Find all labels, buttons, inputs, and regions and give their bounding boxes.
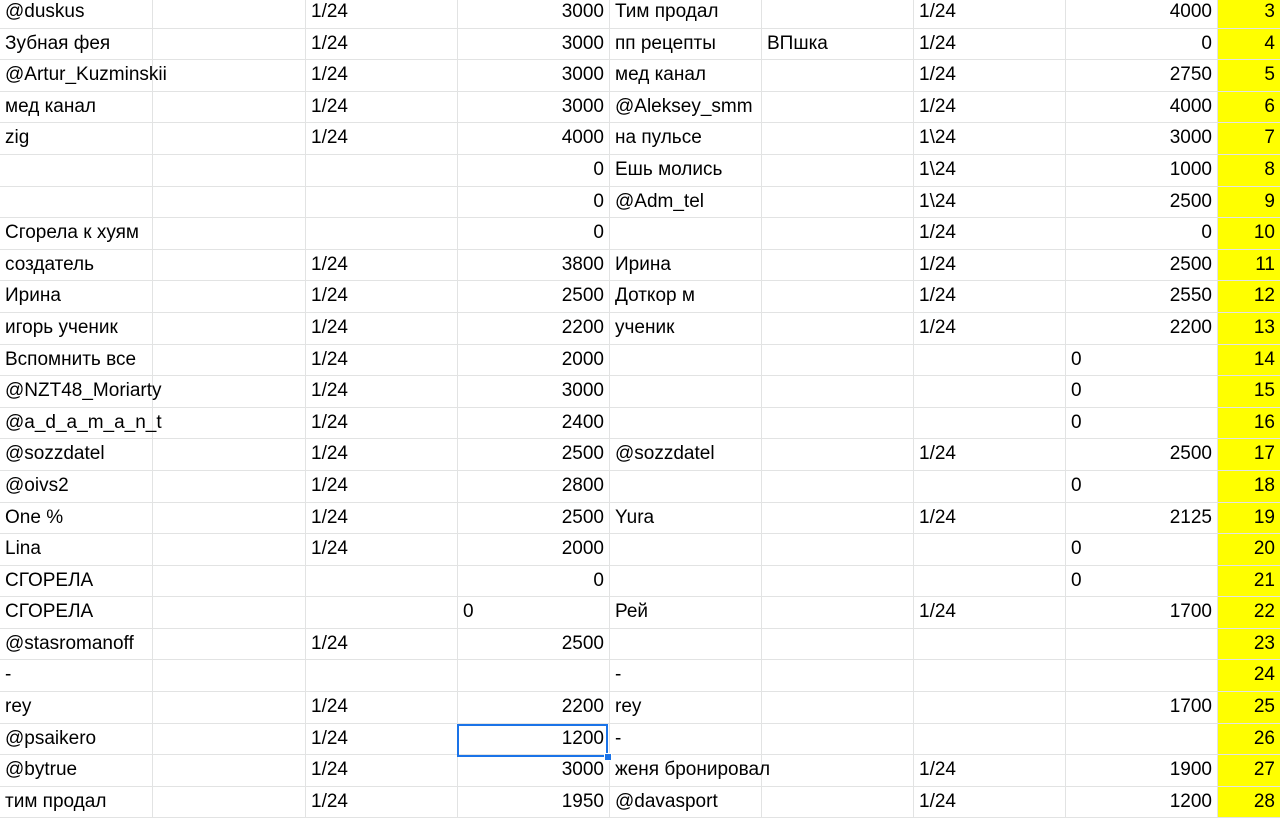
- cell-date[interactable]: 1/24: [306, 60, 458, 91]
- cell-date[interactable]: 1/24: [306, 534, 458, 565]
- cell-date[interactable]: 1/24: [306, 471, 458, 502]
- cell-row-number[interactable]: 19: [1218, 503, 1280, 534]
- cell-row-number[interactable]: 3: [1218, 0, 1280, 28]
- cell-name-2[interactable]: Тим продал: [610, 0, 762, 28]
- cell-name[interactable]: создатель: [0, 250, 153, 281]
- cell-date[interactable]: 1/24: [306, 629, 458, 660]
- table-row: [0, 439, 1280, 471]
- cell-amount[interactable]: 3000: [458, 376, 610, 407]
- table-row: [0, 187, 1280, 219]
- cell-name-2[interactable]: -: [610, 724, 762, 755]
- cell-date-2[interactable]: 1/24: [914, 281, 1066, 312]
- cell-date[interactable]: 1/24: [306, 250, 458, 281]
- cell-row-number[interactable]: 8: [1218, 155, 1280, 186]
- cell-amount-2[interactable]: 0: [1066, 376, 1218, 407]
- cell-date-2[interactable]: 1/24: [914, 755, 1066, 786]
- cell-amount[interactable]: 2400: [458, 408, 610, 439]
- cell-name-2[interactable]: [610, 218, 762, 249]
- cell-date[interactable]: [306, 597, 458, 628]
- table-row: [0, 250, 1280, 282]
- cell-name[interactable]: тим продал: [0, 787, 153, 818]
- cell-date[interactable]: 1/24: [306, 29, 458, 60]
- cell-date[interactable]: 1/24: [306, 408, 458, 439]
- cell-amount-2[interactable]: 2500: [1066, 439, 1218, 470]
- cell-note[interactable]: [153, 250, 306, 281]
- cell-note[interactable]: [153, 629, 306, 660]
- cell-amount-2[interactable]: 2750: [1066, 60, 1218, 91]
- cell-amount-2[interactable]: 1000: [1066, 155, 1218, 186]
- cell-note-2[interactable]: [762, 0, 914, 28]
- cell-name-2[interactable]: на пульсе: [610, 123, 762, 154]
- cell-date-2[interactable]: [914, 724, 1066, 755]
- table-row: [0, 597, 1280, 629]
- cell-date[interactable]: 1/24: [306, 0, 458, 28]
- cell-date[interactable]: [306, 566, 458, 597]
- cell-date-2[interactable]: 1/24: [914, 29, 1066, 60]
- cell-date-2[interactable]: 1\24: [914, 123, 1066, 154]
- cell-date-2[interactable]: 1/24: [914, 60, 1066, 91]
- cell-note-2[interactable]: [762, 439, 914, 470]
- cell-name[interactable]: @stasromanoff: [0, 629, 153, 660]
- cell-name-2[interactable]: @davasport: [610, 787, 762, 818]
- cell-amount-2[interactable]: 2200: [1066, 313, 1218, 344]
- cell-amount-2[interactable]: 4000: [1066, 0, 1218, 28]
- cell-name[interactable]: @psaikero: [0, 724, 153, 755]
- table-row: [0, 471, 1280, 503]
- cell-name-2[interactable]: Доткор м: [610, 281, 762, 312]
- cell-row-number[interactable]: 4: [1218, 29, 1280, 60]
- cell-date-2[interactable]: 1/24: [914, 313, 1066, 344]
- cell-name-2[interactable]: [610, 566, 762, 597]
- cell-row-number[interactable]: 7: [1218, 123, 1280, 154]
- cell-amount[interactable]: 3000: [458, 60, 610, 91]
- cell-name-2[interactable]: мед канал: [610, 60, 762, 91]
- table-row: [0, 534, 1280, 566]
- cell-note-2[interactable]: [762, 534, 914, 565]
- cell-name-2[interactable]: @Adm_tel: [610, 187, 762, 218]
- cell-row-number[interactable]: 10: [1218, 218, 1280, 249]
- table-row: [0, 0, 1280, 29]
- cell-amount-2[interactable]: 2500: [1066, 250, 1218, 281]
- cell-amount-2[interactable]: 2500: [1066, 187, 1218, 218]
- cell-amount-2[interactable]: [1066, 724, 1218, 755]
- cell-name-2[interactable]: @Aleksey_smm: [610, 92, 762, 123]
- cell-note-2[interactable]: [762, 471, 914, 502]
- cell-amount[interactable]: 2500: [458, 281, 610, 312]
- cell-row-number[interactable]: 15: [1218, 376, 1280, 407]
- cell-amount-2[interactable]: 1700: [1066, 692, 1218, 723]
- cell-date-2[interactable]: [914, 471, 1066, 502]
- cell-row-number[interactable]: 16: [1218, 408, 1280, 439]
- cell-note[interactable]: [153, 755, 306, 786]
- cell-row-number[interactable]: 6: [1218, 92, 1280, 123]
- cell-name-2[interactable]: [610, 345, 762, 376]
- cell-amount-2[interactable]: 3000: [1066, 123, 1218, 154]
- cell-row-number[interactable]: 11: [1218, 250, 1280, 281]
- cell-note-2[interactable]: ВПшка: [762, 29, 914, 60]
- cell-note-2[interactable]: [762, 155, 914, 186]
- cell-date-2[interactable]: [914, 534, 1066, 565]
- cell-row-number[interactable]: 27: [1218, 755, 1280, 786]
- cell-note-2[interactable]: [762, 724, 914, 755]
- cell-name[interactable]: Вспомнить все: [0, 345, 153, 376]
- cell-name-2[interactable]: ученик: [610, 313, 762, 344]
- cell-date[interactable]: [306, 660, 458, 691]
- cell-note[interactable]: [153, 281, 306, 312]
- cell-date[interactable]: 1/24: [306, 724, 458, 755]
- cell-amount[interactable]: 0: [458, 155, 610, 186]
- cell-note-2[interactable]: [762, 187, 914, 218]
- cell-amount[interactable]: 0: [458, 187, 610, 218]
- cell-amount-2[interactable]: 4000: [1066, 92, 1218, 123]
- cell-amount[interactable]: 3000: [458, 92, 610, 123]
- cell-amount[interactable]: [458, 660, 610, 691]
- cell-date[interactable]: 1/24: [306, 755, 458, 786]
- cell-note-2[interactable]: [762, 218, 914, 249]
- cell-amount[interactable]: 0: [458, 566, 610, 597]
- cell-name[interactable]: Ирина: [0, 281, 153, 312]
- cell-amount[interactable]: 2200: [458, 692, 610, 723]
- cell-name[interactable]: rey: [0, 692, 153, 723]
- table-row: [0, 755, 1280, 787]
- cell-amount[interactable]: 3000: [458, 0, 610, 28]
- cell-name[interactable]: СГОРЕЛА: [0, 566, 153, 597]
- cell-name-2[interactable]: женя бронировал: [610, 755, 762, 786]
- table-row: [0, 313, 1280, 345]
- cell-name[interactable]: One %: [0, 503, 153, 534]
- cell-date-2[interactable]: 1/24: [914, 503, 1066, 534]
- cell-note[interactable]: [153, 345, 306, 376]
- cell-name-2[interactable]: Yura: [610, 503, 762, 534]
- cell-amount[interactable]: 2000: [458, 345, 610, 376]
- table-row: [0, 123, 1280, 155]
- cell-row-number[interactable]: 26: [1218, 724, 1280, 755]
- cell-name-2[interactable]: [610, 534, 762, 565]
- cell-amount[interactable]: 2500: [458, 503, 610, 534]
- table-row: [0, 660, 1280, 692]
- cell-date[interactable]: 1/24: [306, 313, 458, 344]
- table-row: [0, 787, 1280, 819]
- table-row: [0, 218, 1280, 250]
- cell-amount-2[interactable]: 0: [1066, 566, 1218, 597]
- cell-row-number[interactable]: 18: [1218, 471, 1280, 502]
- cell-name[interactable]: @Artur_Kuzminskii: [0, 60, 153, 91]
- cell-name-2[interactable]: [610, 376, 762, 407]
- cell-note-2[interactable]: [762, 60, 914, 91]
- cell-note-2[interactable]: [762, 660, 914, 691]
- cell-note-2[interactable]: [762, 597, 914, 628]
- cell-note-2[interactable]: [762, 250, 914, 281]
- cell-row-number[interactable]: 14: [1218, 345, 1280, 376]
- cell-date-2[interactable]: 1/24: [914, 597, 1066, 628]
- cell-date-2[interactable]: 1/24: [914, 218, 1066, 249]
- cell-amount-2[interactable]: 1200: [1066, 787, 1218, 818]
- cell-name[interactable]: мед канал: [0, 92, 153, 123]
- cell-amount-2[interactable]: 1900: [1066, 755, 1218, 786]
- cell-row-number[interactable]: 28: [1218, 787, 1280, 818]
- cell-date[interactable]: 1/24: [306, 787, 458, 818]
- cell-amount-2[interactable]: 2550: [1066, 281, 1218, 312]
- cell-name[interactable]: @sozzdatel: [0, 439, 153, 470]
- cell-note[interactable]: [153, 313, 306, 344]
- table-row: [0, 60, 1280, 92]
- cell-date[interactable]: [306, 155, 458, 186]
- cell-amount[interactable]: 1950: [458, 787, 610, 818]
- cell-note-2[interactable]: [762, 503, 914, 534]
- cell-date[interactable]: 1/24: [306, 692, 458, 723]
- cell-note-2[interactable]: [762, 629, 914, 660]
- cell-note[interactable]: [153, 123, 306, 154]
- table-row: [0, 629, 1280, 661]
- table-row: [0, 376, 1280, 408]
- cell-date-2[interactable]: 1\24: [914, 187, 1066, 218]
- cell-row-number[interactable]: 17: [1218, 439, 1280, 470]
- cell-note[interactable]: [153, 408, 306, 439]
- cell-amount-2[interactable]: [1066, 629, 1218, 660]
- cell-note[interactable]: [153, 724, 306, 755]
- cell-amount[interactable]: 0: [458, 218, 610, 249]
- cell-date-2[interactable]: 1/24: [914, 439, 1066, 470]
- cell-amount[interactable]: 0: [458, 597, 610, 628]
- cell-name-2[interactable]: @sozzdatel: [610, 439, 762, 470]
- cell-note[interactable]: [153, 566, 306, 597]
- cell-amount-2[interactable]: [1066, 660, 1218, 691]
- cell-name[interactable]: Сгорела к хуям: [0, 218, 153, 249]
- cell-note-2[interactable]: [762, 92, 914, 123]
- fill-handle[interactable]: [604, 753, 612, 761]
- cell-row-number[interactable]: 21: [1218, 566, 1280, 597]
- cell-amount-2[interactable]: 2125: [1066, 503, 1218, 534]
- cell-amount[interactable]: 2800: [458, 471, 610, 502]
- cell-note-2[interactable]: [762, 376, 914, 407]
- cell-amount-2[interactable]: 1700: [1066, 597, 1218, 628]
- cell-date[interactable]: 1/24: [306, 376, 458, 407]
- cell-date-2[interactable]: 1/24: [914, 92, 1066, 123]
- cell-note[interactable]: [153, 218, 306, 249]
- table-row: [0, 345, 1280, 377]
- cell-name[interactable]: @a_d_a_m_a_n_t: [0, 408, 153, 439]
- cell-amount[interactable]: 2500: [458, 439, 610, 470]
- cell-row-number[interactable]: 13: [1218, 313, 1280, 344]
- cell-amount[interactable]: 1200: [458, 724, 610, 755]
- table-row: [0, 281, 1280, 313]
- cell-row-number[interactable]: 25: [1218, 692, 1280, 723]
- cell-date-2[interactable]: 1\24: [914, 155, 1066, 186]
- cell-note[interactable]: [153, 187, 306, 218]
- cell-date[interactable]: 1/24: [306, 345, 458, 376]
- cell-note[interactable]: [153, 439, 306, 470]
- cell-date-2[interactable]: [914, 408, 1066, 439]
- cell-note[interactable]: [153, 597, 306, 628]
- cell-note[interactable]: [153, 503, 306, 534]
- cell-date[interactable]: [306, 187, 458, 218]
- cell-row-number[interactable]: 20: [1218, 534, 1280, 565]
- cell-name[interactable]: СГОРЕЛА: [0, 597, 153, 628]
- table-row: [0, 724, 1280, 756]
- cell-row-number[interactable]: 22: [1218, 597, 1280, 628]
- cell-amount[interactable]: 2500: [458, 629, 610, 660]
- cell-note[interactable]: [153, 29, 306, 60]
- cell-note[interactable]: [153, 92, 306, 123]
- cell-name-2[interactable]: Рей: [610, 597, 762, 628]
- table-row: [0, 29, 1280, 61]
- cell-note[interactable]: [153, 787, 306, 818]
- cell-date[interactable]: 1/24: [306, 123, 458, 154]
- cell-note-2[interactable]: [762, 123, 914, 154]
- cell-name-2[interactable]: Ешь молись: [610, 155, 762, 186]
- cell-name[interactable]: @oivs2: [0, 471, 153, 502]
- cell-name-2[interactable]: rey: [610, 692, 762, 723]
- cell-amount-2[interactable]: 0: [1066, 29, 1218, 60]
- cell-amount[interactable]: 2000: [458, 534, 610, 565]
- table-row: [0, 155, 1280, 187]
- cell-name[interactable]: @duskus: [0, 0, 153, 28]
- cell-date-2[interactable]: [914, 345, 1066, 376]
- cell-date-2[interactable]: 1/24: [914, 787, 1066, 818]
- cell-name[interactable]: zig: [0, 123, 153, 154]
- cell-note-2[interactable]: [762, 755, 914, 786]
- cell-amount[interactable]: 3000: [458, 755, 610, 786]
- cell-name-2[interactable]: Ирина: [610, 250, 762, 281]
- cell-amount[interactable]: 4000: [458, 123, 610, 154]
- cell-date-2[interactable]: 1/24: [914, 250, 1066, 281]
- cell-note[interactable]: [153, 660, 306, 691]
- cell-name[interactable]: Зубная фея: [0, 29, 153, 60]
- cell-note-2[interactable]: [762, 787, 914, 818]
- cell-name[interactable]: @bytrue: [0, 755, 153, 786]
- cell-amount-2[interactable]: 0: [1066, 534, 1218, 565]
- table-row: [0, 566, 1280, 598]
- cell-note[interactable]: [153, 376, 306, 407]
- cell-note-2[interactable]: [762, 692, 914, 723]
- cell-amount[interactable]: 2200: [458, 313, 610, 344]
- cell-date-2[interactable]: [914, 692, 1066, 723]
- cell-note[interactable]: [153, 471, 306, 502]
- cell-date[interactable]: 1/24: [306, 439, 458, 470]
- cell-date[interactable]: [306, 218, 458, 249]
- cell-name[interactable]: -: [0, 660, 153, 691]
- cell-note-2[interactable]: [762, 281, 914, 312]
- cell-note[interactable]: [153, 534, 306, 565]
- cell-row-number[interactable]: 12: [1218, 281, 1280, 312]
- cell-date-2[interactable]: [914, 660, 1066, 691]
- cell-name-2[interactable]: -: [610, 660, 762, 691]
- cell-note-2[interactable]: [762, 313, 914, 344]
- cell-row-number[interactable]: 24: [1218, 660, 1280, 691]
- cell-name[interactable]: @NZT48_Moriarty: [0, 376, 153, 407]
- table-row: [0, 92, 1280, 124]
- cell-note[interactable]: [153, 60, 306, 91]
- cell-date-2[interactable]: [914, 629, 1066, 660]
- cell-amount[interactable]: 3000: [458, 29, 610, 60]
- table-row: [0, 408, 1280, 440]
- cell-note-2[interactable]: [762, 408, 914, 439]
- cell-note[interactable]: [153, 692, 306, 723]
- cell-date[interactable]: 1/24: [306, 92, 458, 123]
- cell-date[interactable]: 1/24: [306, 281, 458, 312]
- cell-name[interactable]: Lina: [0, 534, 153, 565]
- cell-note-2[interactable]: [762, 345, 914, 376]
- table-row: [0, 692, 1280, 724]
- cell-name[interactable]: [0, 155, 153, 186]
- cell-name-2[interactable]: [610, 408, 762, 439]
- cell-row-number[interactable]: 5: [1218, 60, 1280, 91]
- cell-note-2[interactable]: [762, 566, 914, 597]
- cell-row-number[interactable]: 23: [1218, 629, 1280, 660]
- cell-row-number[interactable]: 9: [1218, 187, 1280, 218]
- cell-amount-2[interactable]: 0: [1066, 408, 1218, 439]
- cell-name-2[interactable]: пп рецепты: [610, 29, 762, 60]
- cell-name-2[interactable]: [610, 629, 762, 660]
- cell-amount-2[interactable]: 0: [1066, 218, 1218, 249]
- cell-name[interactable]: [0, 187, 153, 218]
- cell-name-2[interactable]: [610, 471, 762, 502]
- cell-note[interactable]: [153, 0, 306, 28]
- cell-amount-2[interactable]: 0: [1066, 471, 1218, 502]
- cell-name[interactable]: игорь ученик: [0, 313, 153, 344]
- cell-date-2[interactable]: [914, 376, 1066, 407]
- table-row: [0, 503, 1280, 535]
- cell-date-2[interactable]: 1/24: [914, 0, 1066, 28]
- cell-amount[interactable]: 3800: [458, 250, 610, 281]
- cell-amount-2[interactable]: 0: [1066, 345, 1218, 376]
- cell-note[interactable]: [153, 155, 306, 186]
- cell-date-2[interactable]: [914, 566, 1066, 597]
- cell-date[interactable]: 1/24: [306, 503, 458, 534]
